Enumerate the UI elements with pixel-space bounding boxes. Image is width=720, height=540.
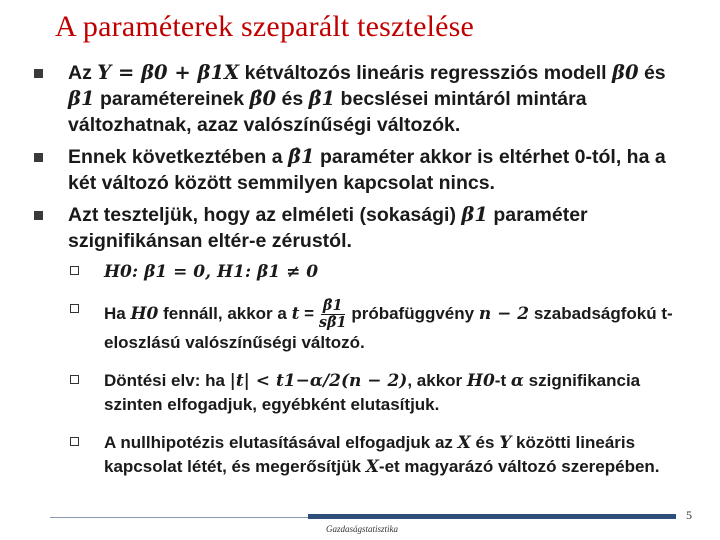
text: Döntési elv: ha — [104, 370, 230, 390]
text: és — [638, 62, 666, 84]
equals: = — [299, 303, 319, 323]
degrees-of-freedom: n − 2 — [478, 303, 530, 324]
sub-bullet-item-3 — [34, 369, 694, 417]
text: Azt teszteljük, hogy az elméleti (sokasági) — [68, 204, 462, 226]
hollow-square-bullet-icon — [70, 266, 79, 275]
slide-body — [34, 60, 694, 485]
text: és — [470, 432, 500, 452]
sub-bullet-item-4 — [34, 431, 694, 479]
filled-square-bullet-icon — [34, 211, 43, 220]
hollow-square-bullet-icon — [70, 375, 79, 384]
fraction-denominator: sβ̂1 — [318, 313, 347, 331]
x-symbol: X — [365, 456, 379, 477]
text: Az — [68, 62, 98, 84]
hypotheses: H0: β1 = 0, H1: β1 ≠ 0 — [104, 262, 319, 282]
text: szignifikancia szinten elfogadjuk, egyébként elutasítjuk. — [104, 370, 641, 414]
text: Ennek következtében a — [68, 146, 289, 168]
fraction-numerator: β̂1 — [322, 297, 343, 314]
text: és — [276, 88, 309, 110]
page-number: 5 — [686, 508, 692, 522]
h0-symbol: H0 — [130, 303, 159, 324]
hollow-square-bullet-icon — [70, 437, 79, 446]
beta1-symbol: β1 — [68, 87, 95, 110]
y-symbol: Y — [499, 432, 512, 453]
text: paraméter szignifikánsan eltér-e zérustól. — [68, 204, 588, 252]
sub-bullet-item-2 — [34, 298, 694, 355]
text: kétváltozós lineáris regressziós modell — [239, 62, 612, 84]
alpha-symbol: α — [510, 370, 524, 391]
beta0-hat-symbol: β̂0 — [249, 87, 277, 110]
beta1-hat-symbol: β̂1 — [288, 145, 315, 168]
bullet-item-1 — [34, 60, 694, 138]
text: , akkor — [407, 370, 467, 390]
beta1-symbol: β1 — [461, 203, 488, 226]
footer-accent-bar — [308, 514, 676, 519]
h0-symbol: H0 — [466, 370, 495, 391]
footer-course-name: Gazdaságstatisztika — [326, 524, 399, 534]
test-statistic-fraction — [319, 298, 347, 331]
text: paramétereinek — [94, 88, 250, 110]
text: -t — [494, 370, 511, 390]
hollow-square-bullet-icon — [70, 304, 79, 313]
t-symbol: t — [291, 303, 300, 324]
text: közötti lineáris kapcsolat létét, és megerősítjük — [104, 432, 636, 476]
text: becslései mintáról mintára változhatnak, azaz valószínűségi változók. — [68, 88, 587, 136]
bullet-item-3 — [34, 202, 694, 254]
text: Ha — [104, 303, 131, 323]
filled-square-bullet-icon — [34, 69, 43, 78]
slide-title: A paraméterek szeparált tesztelése — [55, 10, 475, 43]
beta0-symbol: β0 — [612, 61, 639, 84]
text: A nullhipotézis elutasításával elfogadjuk az — [104, 432, 458, 452]
text: szabadságfokú t-eloszlású valószínűségi változó. — [104, 303, 673, 352]
text: próbafüggvény — [346, 303, 479, 323]
x-symbol: X — [457, 432, 471, 453]
filled-square-bullet-icon — [34, 153, 43, 162]
bullet-item-2 — [34, 144, 694, 196]
decision-condition: |t| < t1−α/2(n − 2) — [229, 370, 408, 391]
footer-divider-line — [50, 517, 308, 518]
beta1-hat-symbol: β̂1 — [308, 87, 336, 110]
sub-bullet-item-1 — [34, 260, 694, 284]
model-equation: Y = β0 + β1X — [97, 61, 240, 84]
text: paraméter akkor is eltérhet 0-tól, ha a két változó között semmilyen kapcsolat nincs. — [68, 146, 666, 194]
text: -et magyarázó változó szerepében. — [378, 456, 660, 476]
text: fennáll, akkor a — [158, 303, 292, 323]
